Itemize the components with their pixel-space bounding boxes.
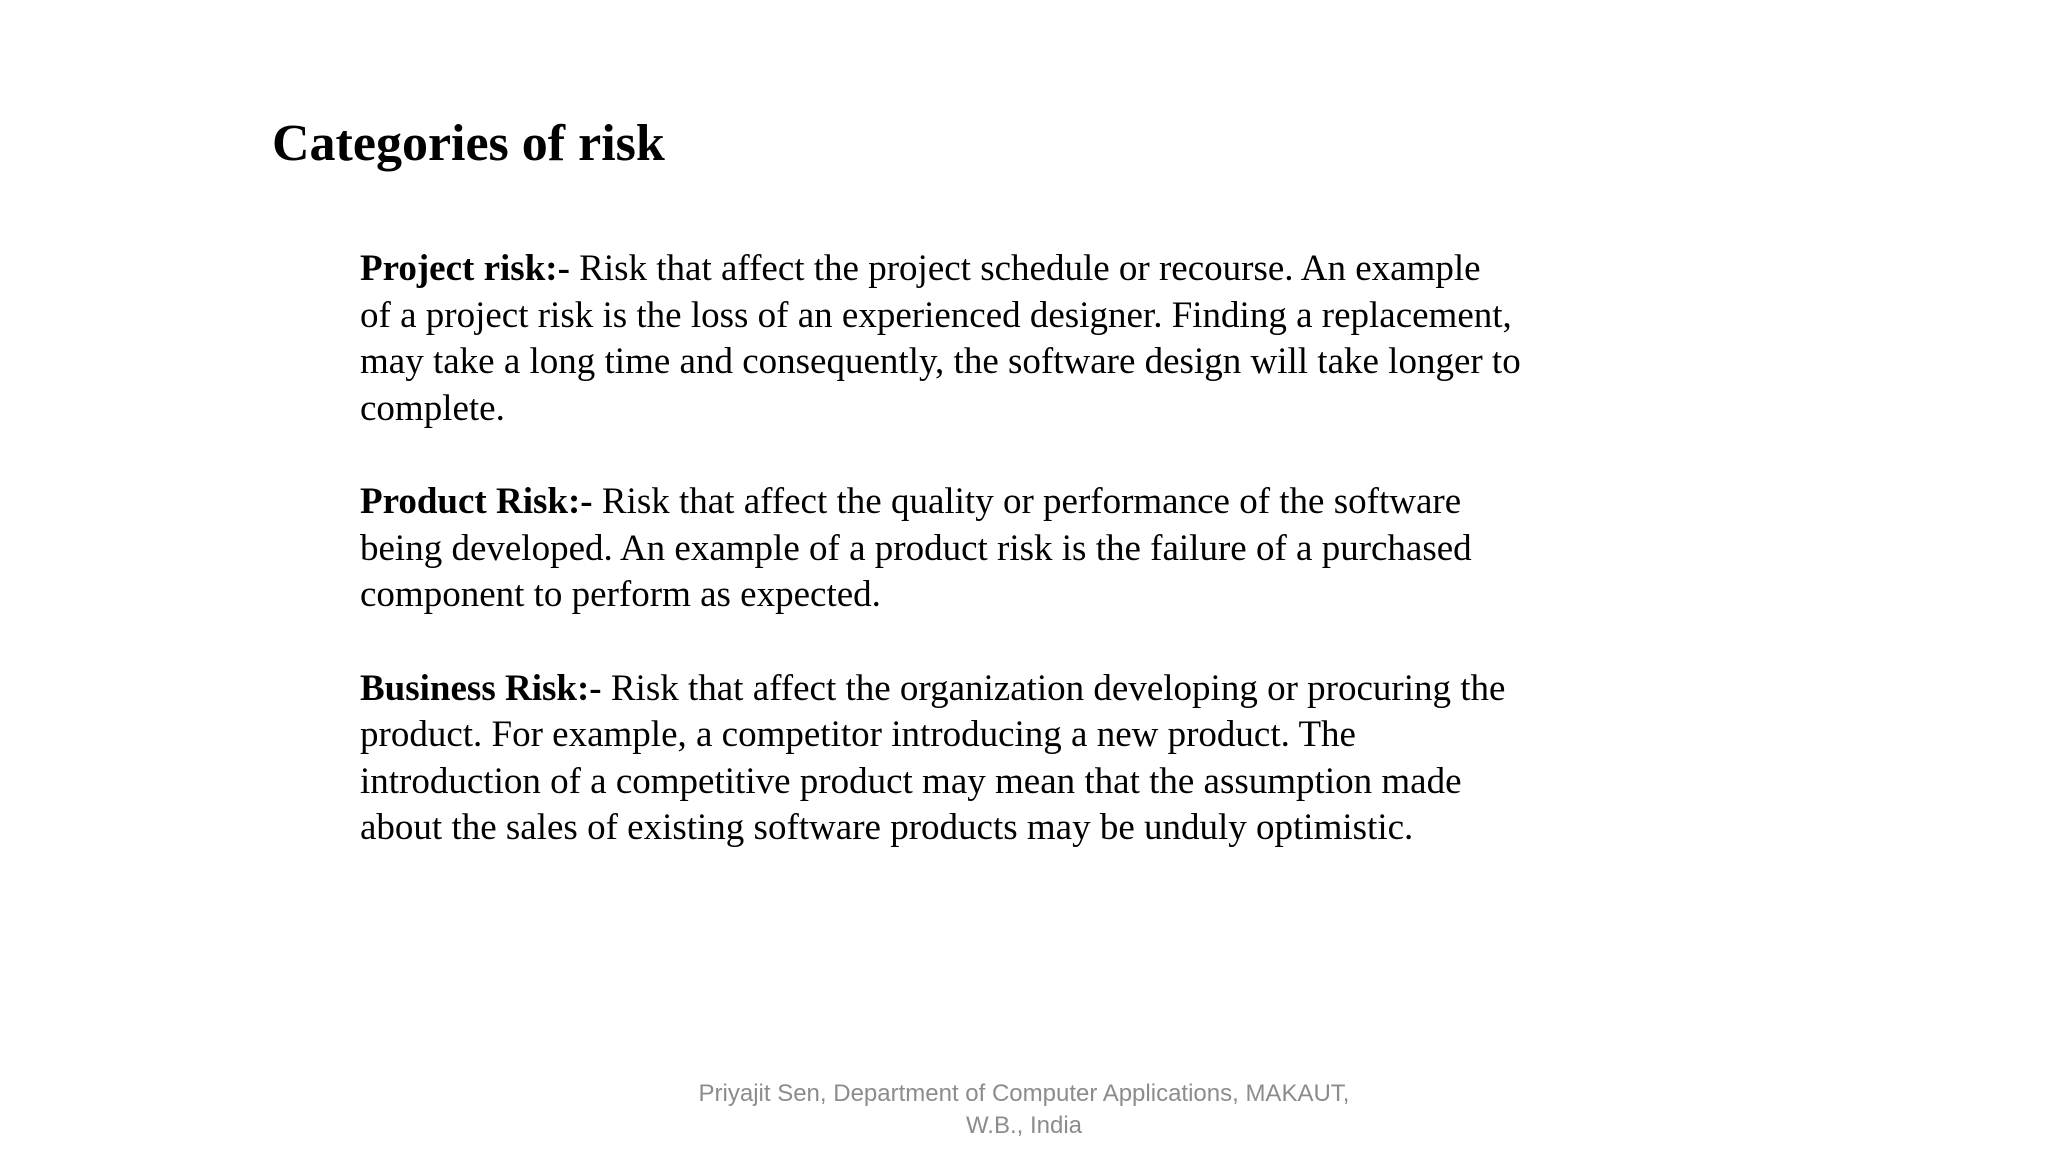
paragraph-line — [360, 666, 1600, 713]
project-risk-paragraph — [360, 246, 1600, 432]
paragraph-line: being developed. An example of a product risk is the failure of a purchased — [360, 527, 1472, 569]
paragraph-line — [360, 479, 1600, 526]
project-risk-term: Project risk:- — [360, 248, 570, 289]
paragraph-text: Risk that affect the quality or performance of the software — [592, 481, 1462, 522]
slide-content — [360, 246, 1600, 852]
paragraph-line: complete. — [360, 387, 505, 429]
paragraph-line: of a project risk is the loss of an experienced designer. Finding a replacement, — [360, 294, 1512, 336]
paragraph-line — [360, 246, 1600, 293]
paragraph-line: introduction of a competitive product may mean that the assumption made — [360, 760, 1462, 802]
footer-location-line: W.B., India — [965, 1112, 1083, 1139]
business-risk-paragraph — [360, 666, 1600, 852]
paragraph-line: product. For example, a competitor introducing a new product. The — [360, 714, 1356, 755]
paragraph-text: Risk that affect the project schedule or recourse. An example — [569, 248, 1481, 289]
paragraph-text: Risk that affect the organization developing or procuring the — [601, 667, 1506, 709]
footer-author-line: Priyajit Sen, Department of Computer Applications, MAKAUT, — [698, 1080, 1350, 1107]
slide-footer — [624, 1078, 1424, 1142]
paragraph-line: component to perform as expected. — [360, 574, 881, 615]
slide-title: Categories of risk — [272, 115, 665, 172]
product-risk-term: Product Risk:- — [360, 481, 593, 522]
paragraph-line: may take a long time and consequently, the software design will take longer to — [360, 341, 1521, 382]
product-risk-paragraph — [360, 479, 1600, 619]
business-risk-term: Business Risk:- — [360, 667, 602, 709]
paragraph-line: about the sales of existing software products may be unduly optimistic. — [360, 807, 1414, 848]
